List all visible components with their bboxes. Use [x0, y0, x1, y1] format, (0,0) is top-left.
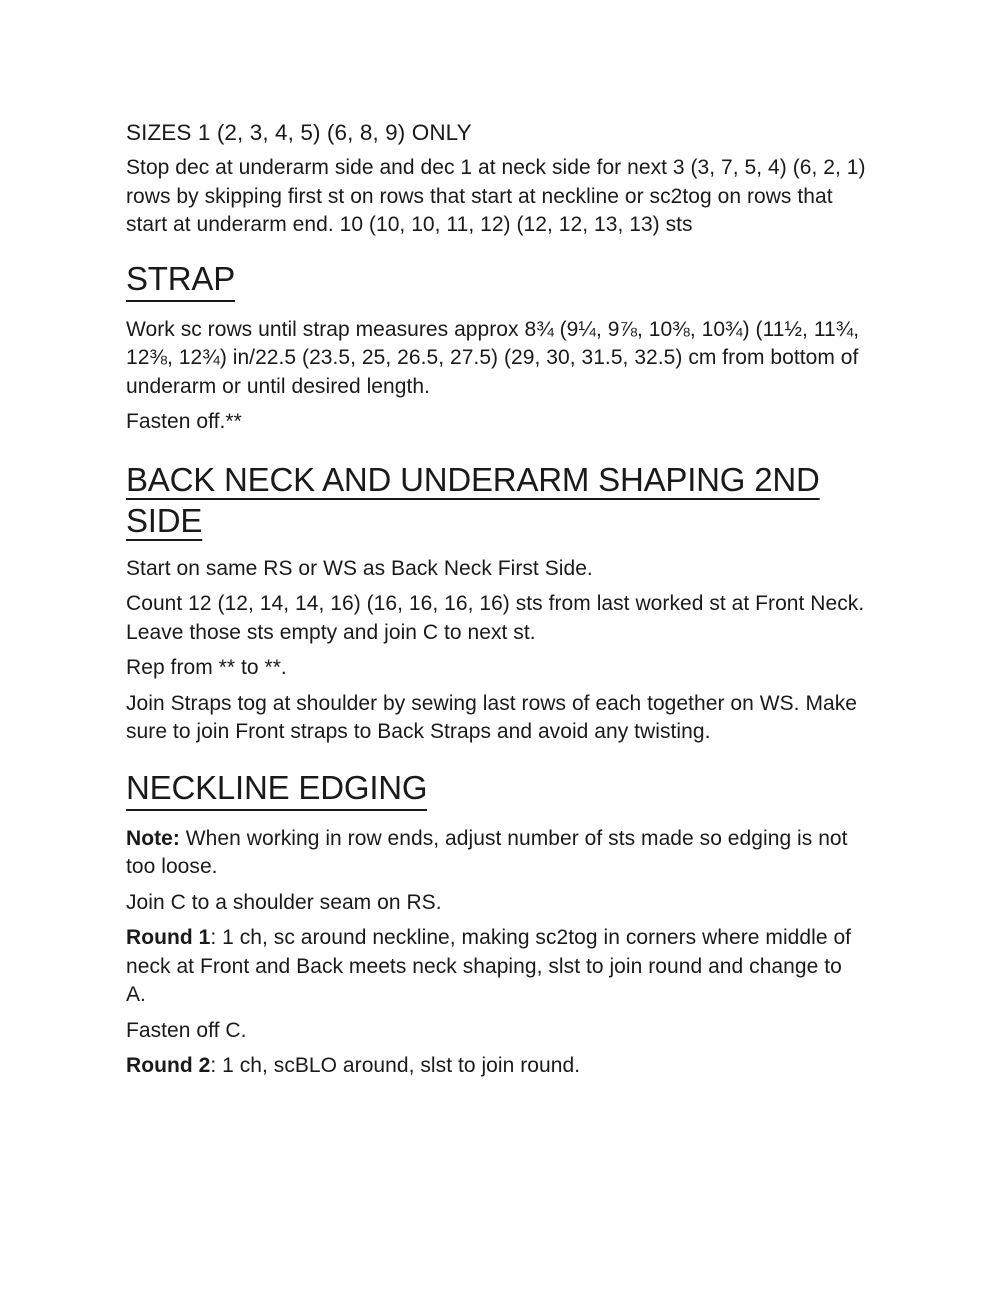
strap-heading-text: STRAP	[126, 258, 235, 302]
back-neck-paragraph-2: Count 12 (12, 14, 14, 16) (16, 16, 16, 16) sts from last worked st at Front Neck. Leave those sts empty and join C to next st.	[126, 592, 865, 644]
back-neck-heading-text: BACK NECK AND UNDERARM SHAPING 2ND SIDE	[126, 460, 820, 539]
neckline-join: Join C to a shoulder seam on RS.	[126, 890, 442, 914]
strap-heading	[126, 258, 866, 302]
back-neck-heading	[126, 459, 866, 541]
round-1-label: Round 1	[126, 926, 211, 949]
document-page	[126, 118, 866, 1088]
round-1-text: : 1 ch, sc around neckline, making sc2tog in corners where middle of neck at Front and Back meets neck shaping, slst to join round and change to A.	[126, 926, 852, 1006]
back-neck-paragraph-3: Rep from ** to **.	[126, 656, 287, 679]
note-label: Note:	[126, 826, 180, 850]
note-text: When working in row ends, adjust number of sts made so edging is not too loose.	[126, 826, 848, 878]
sizes-only-subheading: SIZES 1 (2, 3, 4, 5) (6, 8, 9) ONLY	[126, 120, 472, 145]
strap-paragraph-1: Work sc rows until strap measures approx 8¾ (9¼, 9⅞, 10⅜, 10¾) (11½, 11¾, 12⅜, 12¾) in/22.5 (23.5, 25, 26.5, 27.5) (29, 30, 31.5, 32.5) cm from bottom of underarm or until desired length.	[126, 317, 860, 398]
sizes-only-paragraph: Stop dec at underarm side and dec 1 at neck side for next 3 (3, 7, 5, 4) (6, 2, 1) rows by skipping first st on rows that start at neckline or sc2tog on rows that start at underarm end. 10 (10, 10, 11, 12) (12, 12, 13, 13) sts	[126, 156, 866, 236]
fasten-off-c: Fasten off C.	[126, 1018, 247, 1042]
back-neck-paragraph-1: Start on same RS or WS as Back Neck First Side.	[126, 556, 593, 580]
neckline-edging-heading	[126, 767, 866, 811]
round-1	[126, 924, 866, 1010]
back-neck-paragraph-4: Join Straps tog at shoulder by sewing last rows of each together on WS. Make sure to join Front straps to Back Straps and avoid any twisting.	[126, 691, 858, 743]
round-2-text: : 1 ch, scBLO around, slst to join round.	[210, 1054, 581, 1077]
round-2-label: Round 2	[126, 1054, 211, 1077]
strap-paragraph-2: Fasten off.**	[126, 410, 242, 433]
neckline-note	[126, 825, 866, 882]
round-2	[126, 1052, 866, 1081]
neckline-edging-heading-text: NECKLINE EDGING	[126, 767, 427, 811]
